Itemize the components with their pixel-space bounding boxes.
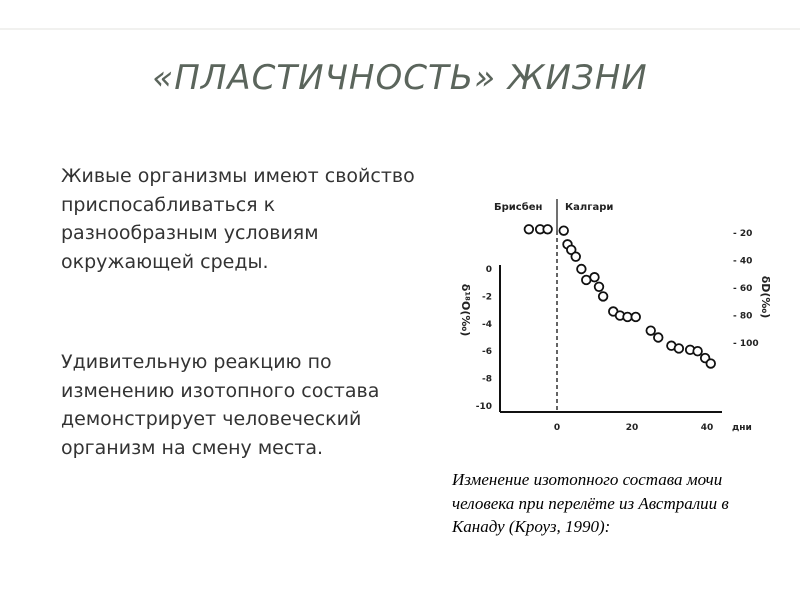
y-tick-label-left: -2: [482, 292, 492, 303]
body-paragraph-1: Живые организмы имеют свойство приспосабливаться к разнообразным условиям окружающей среды.: [61, 165, 415, 273]
y-axis-left-label: δ¹⁸O(‰): [459, 283, 472, 337]
data-point: [599, 292, 608, 301]
x-tick-label: 20: [625, 423, 639, 433]
data-point: [571, 252, 580, 261]
x-tick-label: 40: [700, 423, 714, 433]
location-before-label: Брисбен: [494, 202, 543, 213]
y-tick-label-right: - 60: [733, 284, 753, 294]
y-axis-right-label: δD(‰): [759, 275, 772, 319]
chart-caption: Изменение изотопного состава мочи человека при перелёте из Австралии в Канаду (Кроуз, 1990):: [452, 470, 729, 536]
data-points: [525, 225, 715, 368]
y-tick-label-left: -10: [475, 402, 492, 412]
header-divider: [0, 28, 800, 30]
y-tick-label-right: - 20: [733, 229, 753, 239]
data-point: [631, 313, 640, 322]
data-point: [595, 283, 604, 292]
data-point: [582, 276, 591, 285]
data-point: [693, 347, 702, 356]
y-tick-label-left: -4: [482, 319, 492, 330]
data-point: [590, 273, 599, 282]
location-after-label: Калгари: [565, 202, 614, 213]
y-tick-label-right: - 40: [733, 256, 753, 267]
y-tick-label-left: 0: [485, 265, 492, 275]
x-tick-label: 0: [553, 423, 561, 433]
y-tick-label-right: - 100: [733, 339, 759, 349]
isotope-chart: [440, 185, 790, 440]
y-tick-label-left: -6: [482, 347, 492, 358]
y-tick-label-right: - 80: [733, 311, 753, 322]
data-point: [577, 265, 586, 274]
data-point: [543, 225, 552, 234]
data-point: [559, 226, 568, 235]
data-point: [675, 344, 684, 353]
data-point: [623, 313, 632, 322]
slide-title: «ПЛАСТИЧНОСТЬ» ЖИЗНИ: [152, 58, 648, 98]
data-point: [706, 359, 715, 368]
x-axis-label: дни: [732, 423, 752, 433]
body-paragraph-2: Удивительную реакцию по изменению изотопного состава демонстрирует человеческий организм на смену места.: [61, 351, 380, 459]
data-point: [525, 225, 534, 234]
y-tick-label-left: -8: [482, 374, 492, 385]
data-point: [654, 333, 663, 342]
data-point: [646, 326, 655, 335]
